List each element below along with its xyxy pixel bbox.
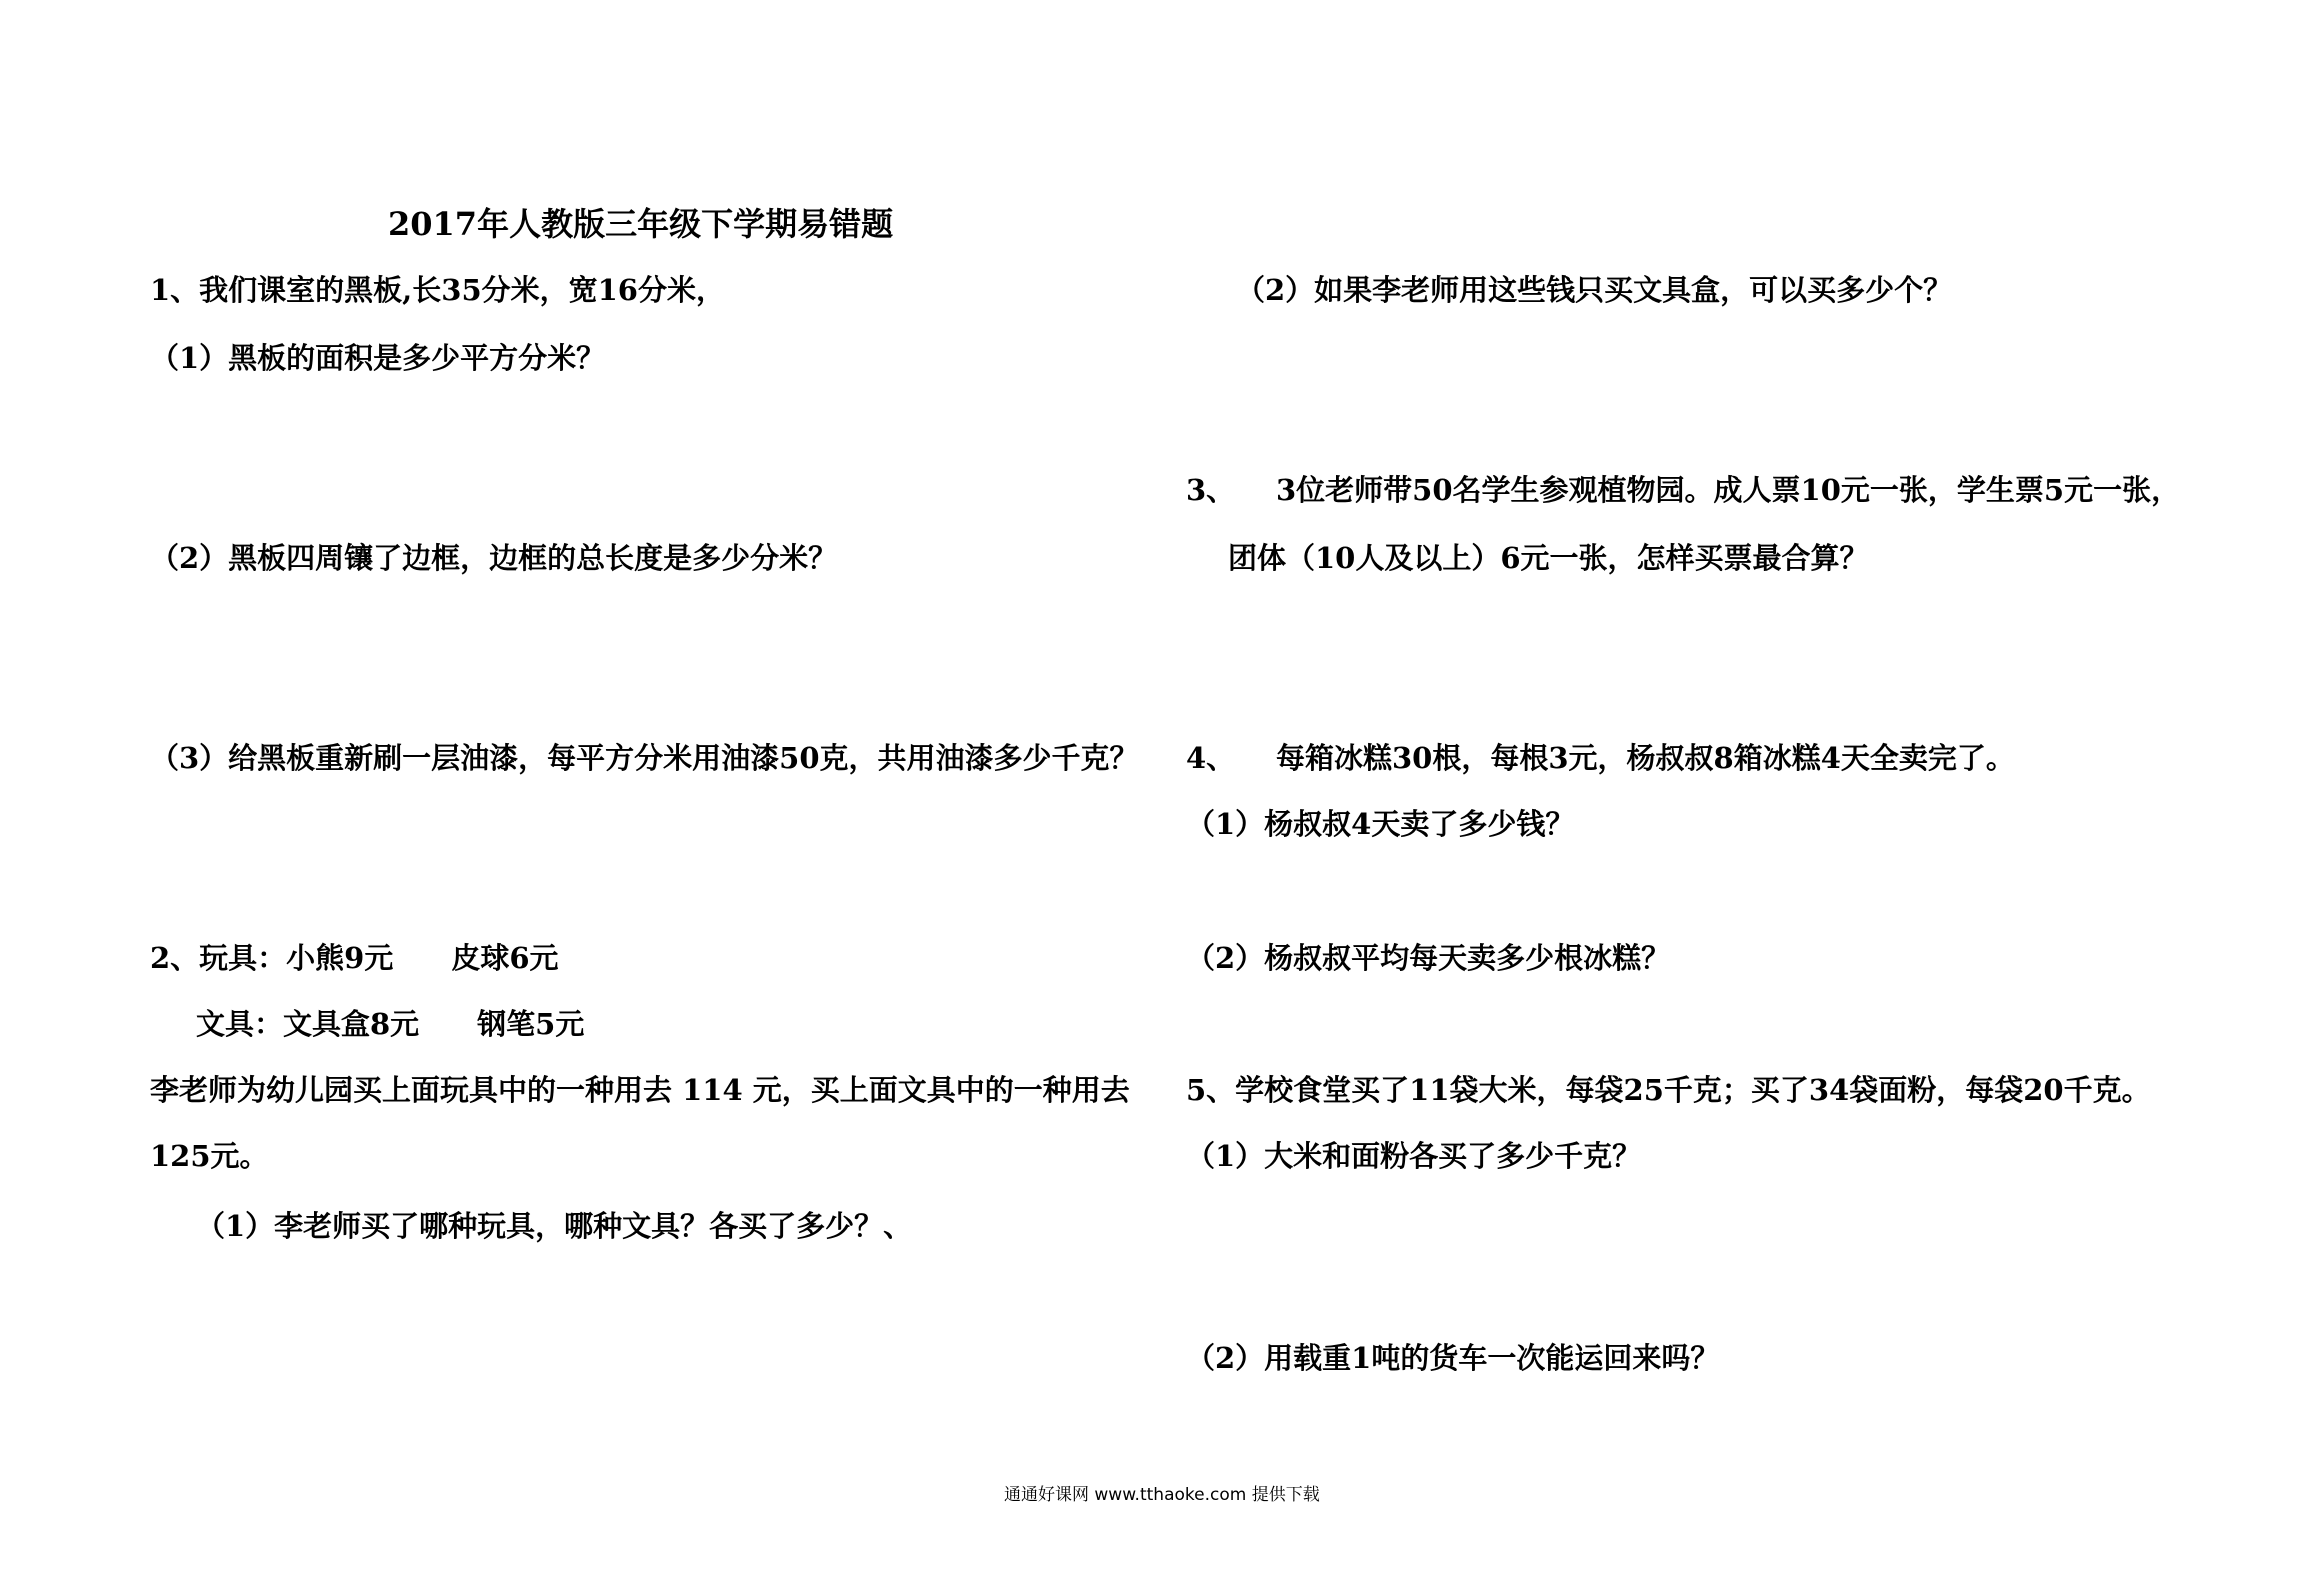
q3-line2: 团体（10人及以上）6元一张，怎样买票最合算？ xyxy=(1228,541,1869,575)
q3-number: 3、 xyxy=(1186,473,1236,507)
q1-stem: 1、我们课室的黑板,长35分米，宽16分米， xyxy=(150,273,725,307)
q4-number: 4、 xyxy=(1186,741,1236,775)
q1-part2: （2）黑板四周镶了边框，边框的总长度是多少分米？ xyxy=(150,541,838,575)
q5-stem: 5、学校食堂买了11袋大米，每袋25千克；买了34袋面粉，每袋20千克。 xyxy=(1186,1073,2151,1107)
q4-line1: 每箱冰糕30根，每根3元，杨叔叔8箱冰糕4天全卖完了。 xyxy=(1276,741,2015,775)
q5-part1: （1）大米和面粉各买了多少千克？ xyxy=(1186,1139,1642,1173)
q2-part1: （1）李老师买了哪种玩具，哪种文具？各买了多少？、 xyxy=(196,1209,913,1243)
q2-description-line2: 125元。 xyxy=(150,1139,269,1173)
q2-toys: 2、玩具：小熊9元 皮球6元 xyxy=(150,941,559,975)
q2-stationery: 文具：文具盒8元 钢笔5元 xyxy=(196,1007,585,1041)
q1-part3: （3）给黑板重新刷一层油漆，每平方分米用油漆50克，共用油漆多少千克？ xyxy=(150,741,1139,775)
q5-part2: （2）用载重1吨的货车一次能运回来吗？ xyxy=(1186,1341,1720,1375)
q4-part1: （1）杨叔叔4天卖了多少钱？ xyxy=(1186,807,1575,841)
q4-part2: （2）杨叔叔平均每天卖多少根冰糕？ xyxy=(1186,941,1671,975)
q1-part1: （1）黑板的面积是多少平方分米？ xyxy=(150,341,606,375)
page-title: 2017年人教版三年级下学期易错题 xyxy=(388,205,894,243)
q3-line1: 3位老师带50名学生参观植物园。成人票10元一张，学生票5元一张， xyxy=(1276,473,2181,507)
q2-part2: （2）如果李老师用这些钱只买文具盒，可以买多少个？ xyxy=(1236,273,1953,307)
q2-description-line1: 李老师为幼儿园买上面玩具中的一种用去 114 元，买上面文具中的一种用去 xyxy=(150,1073,1130,1107)
page-footer: 通通好课网 www.tthaoke.com 提供下载 xyxy=(1004,1485,1320,1505)
